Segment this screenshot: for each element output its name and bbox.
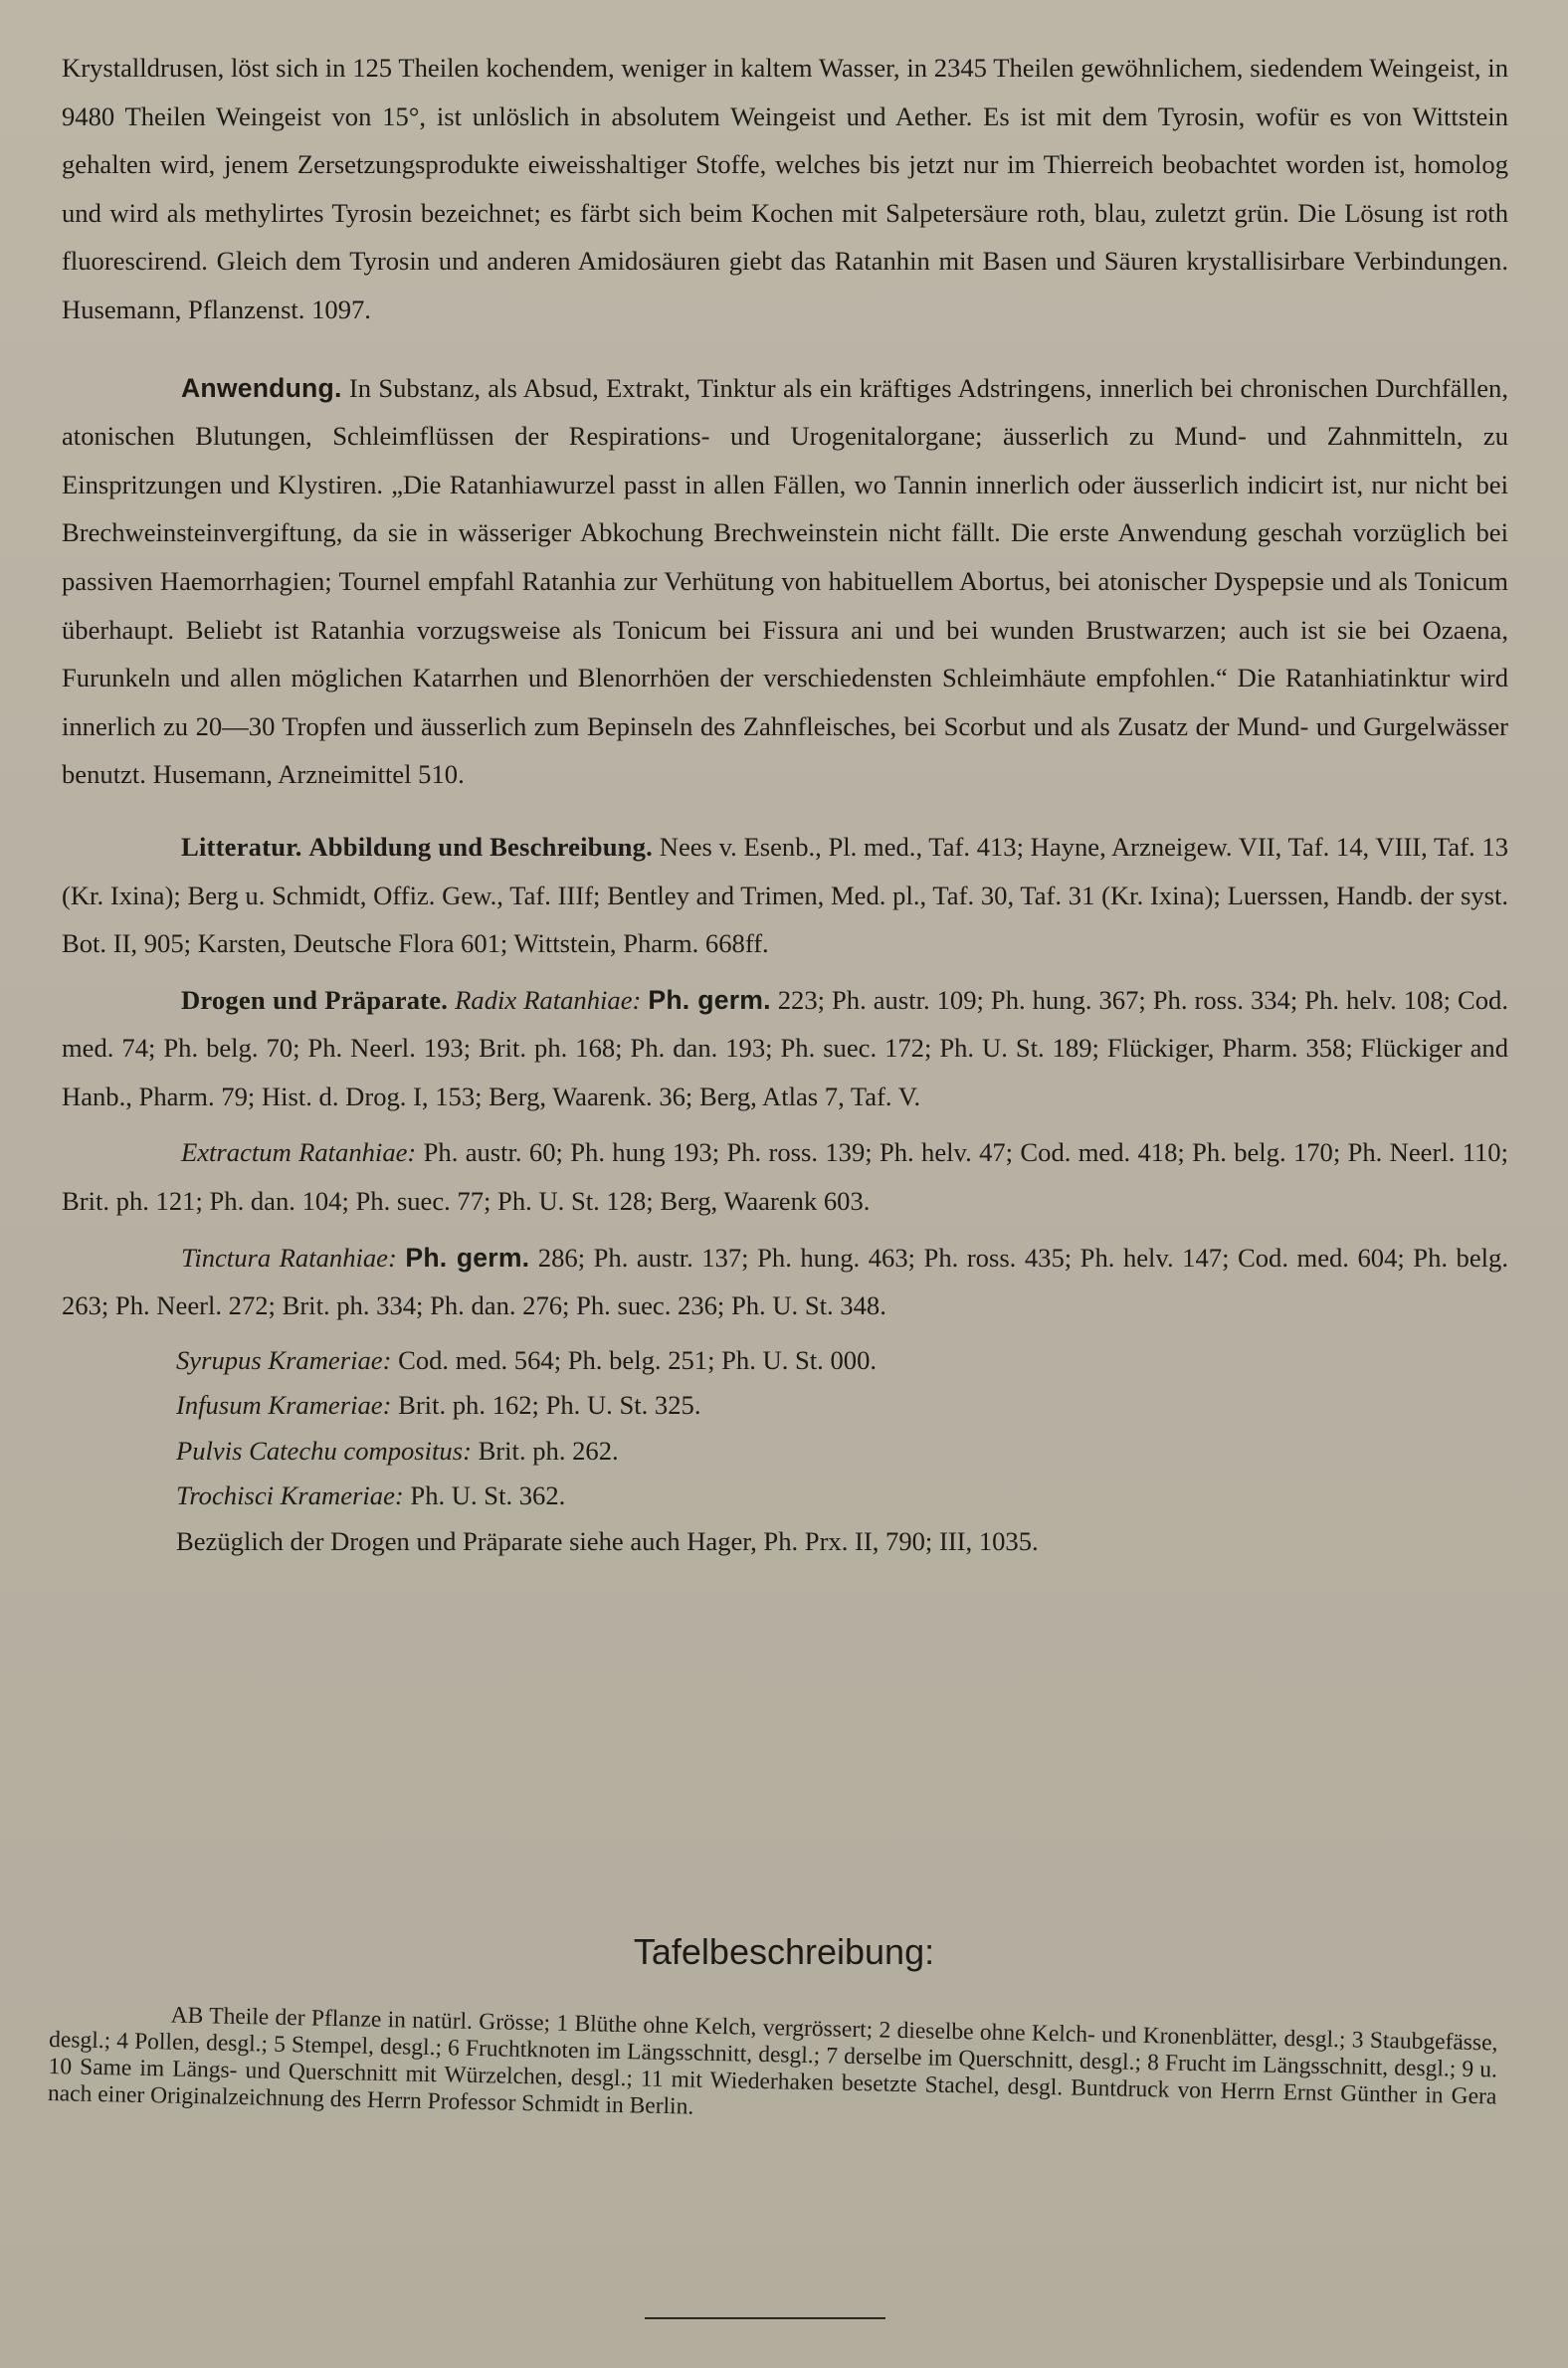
extractum-entry: [62, 1128, 1508, 1225]
litteratur-section: [62, 823, 1508, 968]
list-item: [62, 1429, 1508, 1475]
drogen-heading: Drogen und Präparate.: [181, 984, 449, 1015]
plate-description-heading: Tafelbeschreibung:: [633, 1931, 935, 1972]
tinctura-text: 286; Ph. austr. 137; Ph. hung. 463; Ph. ross. 435; Ph. helv. 147; Cod. med. 604; Ph. belg. 263; Ph. Neerl. 272; Brit. ph. 334; Ph. dan. 276; Ph. suec. 236; Ph. U. St. 348.: [62, 1242, 1508, 1321]
list-item-text: Ph. U. St. 362.: [403, 1480, 566, 1511]
plate-caption: AB Theile der Pflanze in natürl. Grösse; 1 Blüthe ohne Kelch, vergrössert; 2 dieselbe ohne Kelch- und Kronenblätter, desgl.; 3 Staubgefässe, desgl.; 4 Pollen, desgl.; 5 Stempel, desgl.; 6 Fruchtknoten im Längsschnitt, desgl.; 7 derselbe im Querschnitt, desgl.; 8 Frucht im Längsschnitt, desgl.; 9 u. 10 Same im Längs- und Querschnitt mit Würzelchen, desgl.; 11 mit Wiederhaken besetzte Stachel, desgl. Buntdruck von Herrn Ernst Günther in Gera nach einer Originalzeichnung des Herrn Professor Schmidt in Berlin.: [47, 2002, 1498, 2120]
litteratur-heading: Litteratur.: [181, 831, 302, 862]
extractum-text: Ph. austr. 60; Ph. hung 193; Ph. ross. 139; Ph. helv. 47; Cod. med. 418; Ph. belg. 170; Ph. Neerl. 110; Brit. ph. 121; Ph. dan. 104; Ph. suec. 77; Ph. U. St. 128; Berg, Waarenk 603.: [62, 1137, 1508, 1217]
abbildung-subheading: Abbildung und Beschreibung.: [308, 831, 654, 862]
anwendung-heading: Anwendung.: [181, 372, 342, 403]
list-item-label: Trochisci Krameriae:: [176, 1480, 404, 1511]
intro-paragraph: Krystalldrusen, löst sich in 125 Theilen kochendem, weniger in kaltem Wasser, in 2345 Theilen gewöhnlichem, siedendem Weingeist, in 9480 Theilen Weingeist von 15°, ist unlöslich in absolutem Weingeist und Aether. Es ist mit dem Tyrosin, wofür es von Wittstein gehalten wird, jenem Zersetzungsprodukte eiweisshaltiger Stoffe, welches bis jetzt nur im Thierreich beobachtet worden ist, homolog und wird als methylirtes Tyrosin bezeichnet; es färbt sich beim Kochen mit Salpetersäure roth, blau, zuletzt grün. Die Lösung ist roth fluorescirend. Gleich dem Tyrosin und anderen Amidosäuren giebt das Ratanhin mit Basen und Säuren krystallisirbare Verbindungen. Husemann, Pflanzenst. 1097.: [62, 53, 1508, 324]
tinctura-entry: [62, 1234, 1508, 1330]
list-item: [62, 1383, 1508, 1429]
tinctura-label: Tinctura Ratanhiae:: [181, 1242, 397, 1273]
list-item-text: Cod. med. 564; Ph. belg. 251; Ph. U. St. 000.: [391, 1344, 878, 1375]
preparations-list: [62, 1338, 1508, 1565]
list-item-label: Infusum Krameriae:: [176, 1390, 392, 1421]
list-item-text: Brit. ph. 162; Ph. U. St. 325.: [391, 1390, 701, 1421]
extractum-label: Extractum Ratanhiae:: [181, 1137, 417, 1168]
tinctura-ph-germ: Ph. germ.: [405, 1242, 530, 1273]
drogen-section: [62, 976, 1508, 1121]
list-item-text: Brit. ph. 262.: [471, 1435, 619, 1466]
litteratur-text: Nees v. Esenb., Pl. med., Taf. 413; Hayne, Arzneigew. VII, Taf. 14, VIII, Taf. 13 (Kr. Ixina); Berg u. Schmidt, Offiz. Gew., Taf. IIIf; Bentley and Trimen, Med. pl., Taf. 30, Taf. 31 (Kr. Ixina); Luerssen, Handb. der syst. Bot. II, 905; Karsten, Deutsche Flora 601; Wittstein, Pharm. 668ff.: [62, 831, 1508, 959]
radix-label: Radix Ratanhiae:: [455, 984, 642, 1015]
closing-note: Bezüglich der Drogen und Präparate siehe auch Hager, Ph. Prx. II, 790; III, 1035.: [176, 1525, 1039, 1556]
list-item-label: Pulvis Catechu compositus:: [176, 1435, 472, 1466]
list-item-label: Syrupus Krameriae:: [176, 1344, 392, 1375]
radix-text: 223; Ph. austr. 109; Ph. hung. 367; Ph. ross. 334; Ph. helv. 108; Cod. med. 74; Ph. belg. 70; Ph. Neerl. 193; Brit. ph. 168; Ph. dan. 193; Ph. suec. 172; Ph. U. St. 189; Flückiger, Pharm. 358; Flückiger and Hanb., Pharm. 79; Hist. d. Drog. I, 153; Berg, Waarenk. 36; Berg, Atlas 7, Taf. V.: [62, 984, 1508, 1111]
anwendung-text: In Substanz, als Absud, Extrakt, Tinktur als ein kräftiges Adstringens, innerlich bei chronischen Durchfällen, atonischen Blutungen, Schleimflüssen der Respirations- und Urogenitalorgane; äusserlich zu Mund- und Zahnmitteln, zu Einspritzungen und Klystiren. „Die Ratanhiawurzel passt in allen Fällen, wo Tannin innerlich oder äusserlich indicirt ist, nur nicht bei Brechweinsteinvergiftung, da sie in wässeriger Abkochung Brechweinstein nicht fällt. Die erste Anwendung geschah vorzüglich bei passiven Haemorrhagien; Tournel empfahl Ratanhia zur Verhütung von habituellem Abortus, bei atonischer Dyspepsie und als Tonicum überhaupt. Beliebt ist Ratanhia vorzugsweise als Tonicum bei Fissura ani und bei wunden Brustwarzen; auch ist sie bei Ozaena, Furunkeln und allen möglichen Katarrhen und Blenorrhöen der verschiedensten Schleimhäute empfohlen.“ Die Ratanhiatinktur wird innerlich zu 20—30 Tropfen und äusserlich zum Bepinseln des Zahnfleisches, bei Scorbut und als Zusatz der Mund- und Gurgelwässer benutzt. Husemann, Arzneimittel 510.: [62, 372, 1508, 790]
radix-ph-germ: Ph. germ.: [648, 984, 771, 1015]
list-item: [62, 1474, 1508, 1519]
list-item: [62, 1338, 1508, 1384]
anwendung-section: [62, 364, 1508, 799]
page-content: [62, 44, 1508, 1564]
bottom-rule: [645, 2317, 885, 2319]
